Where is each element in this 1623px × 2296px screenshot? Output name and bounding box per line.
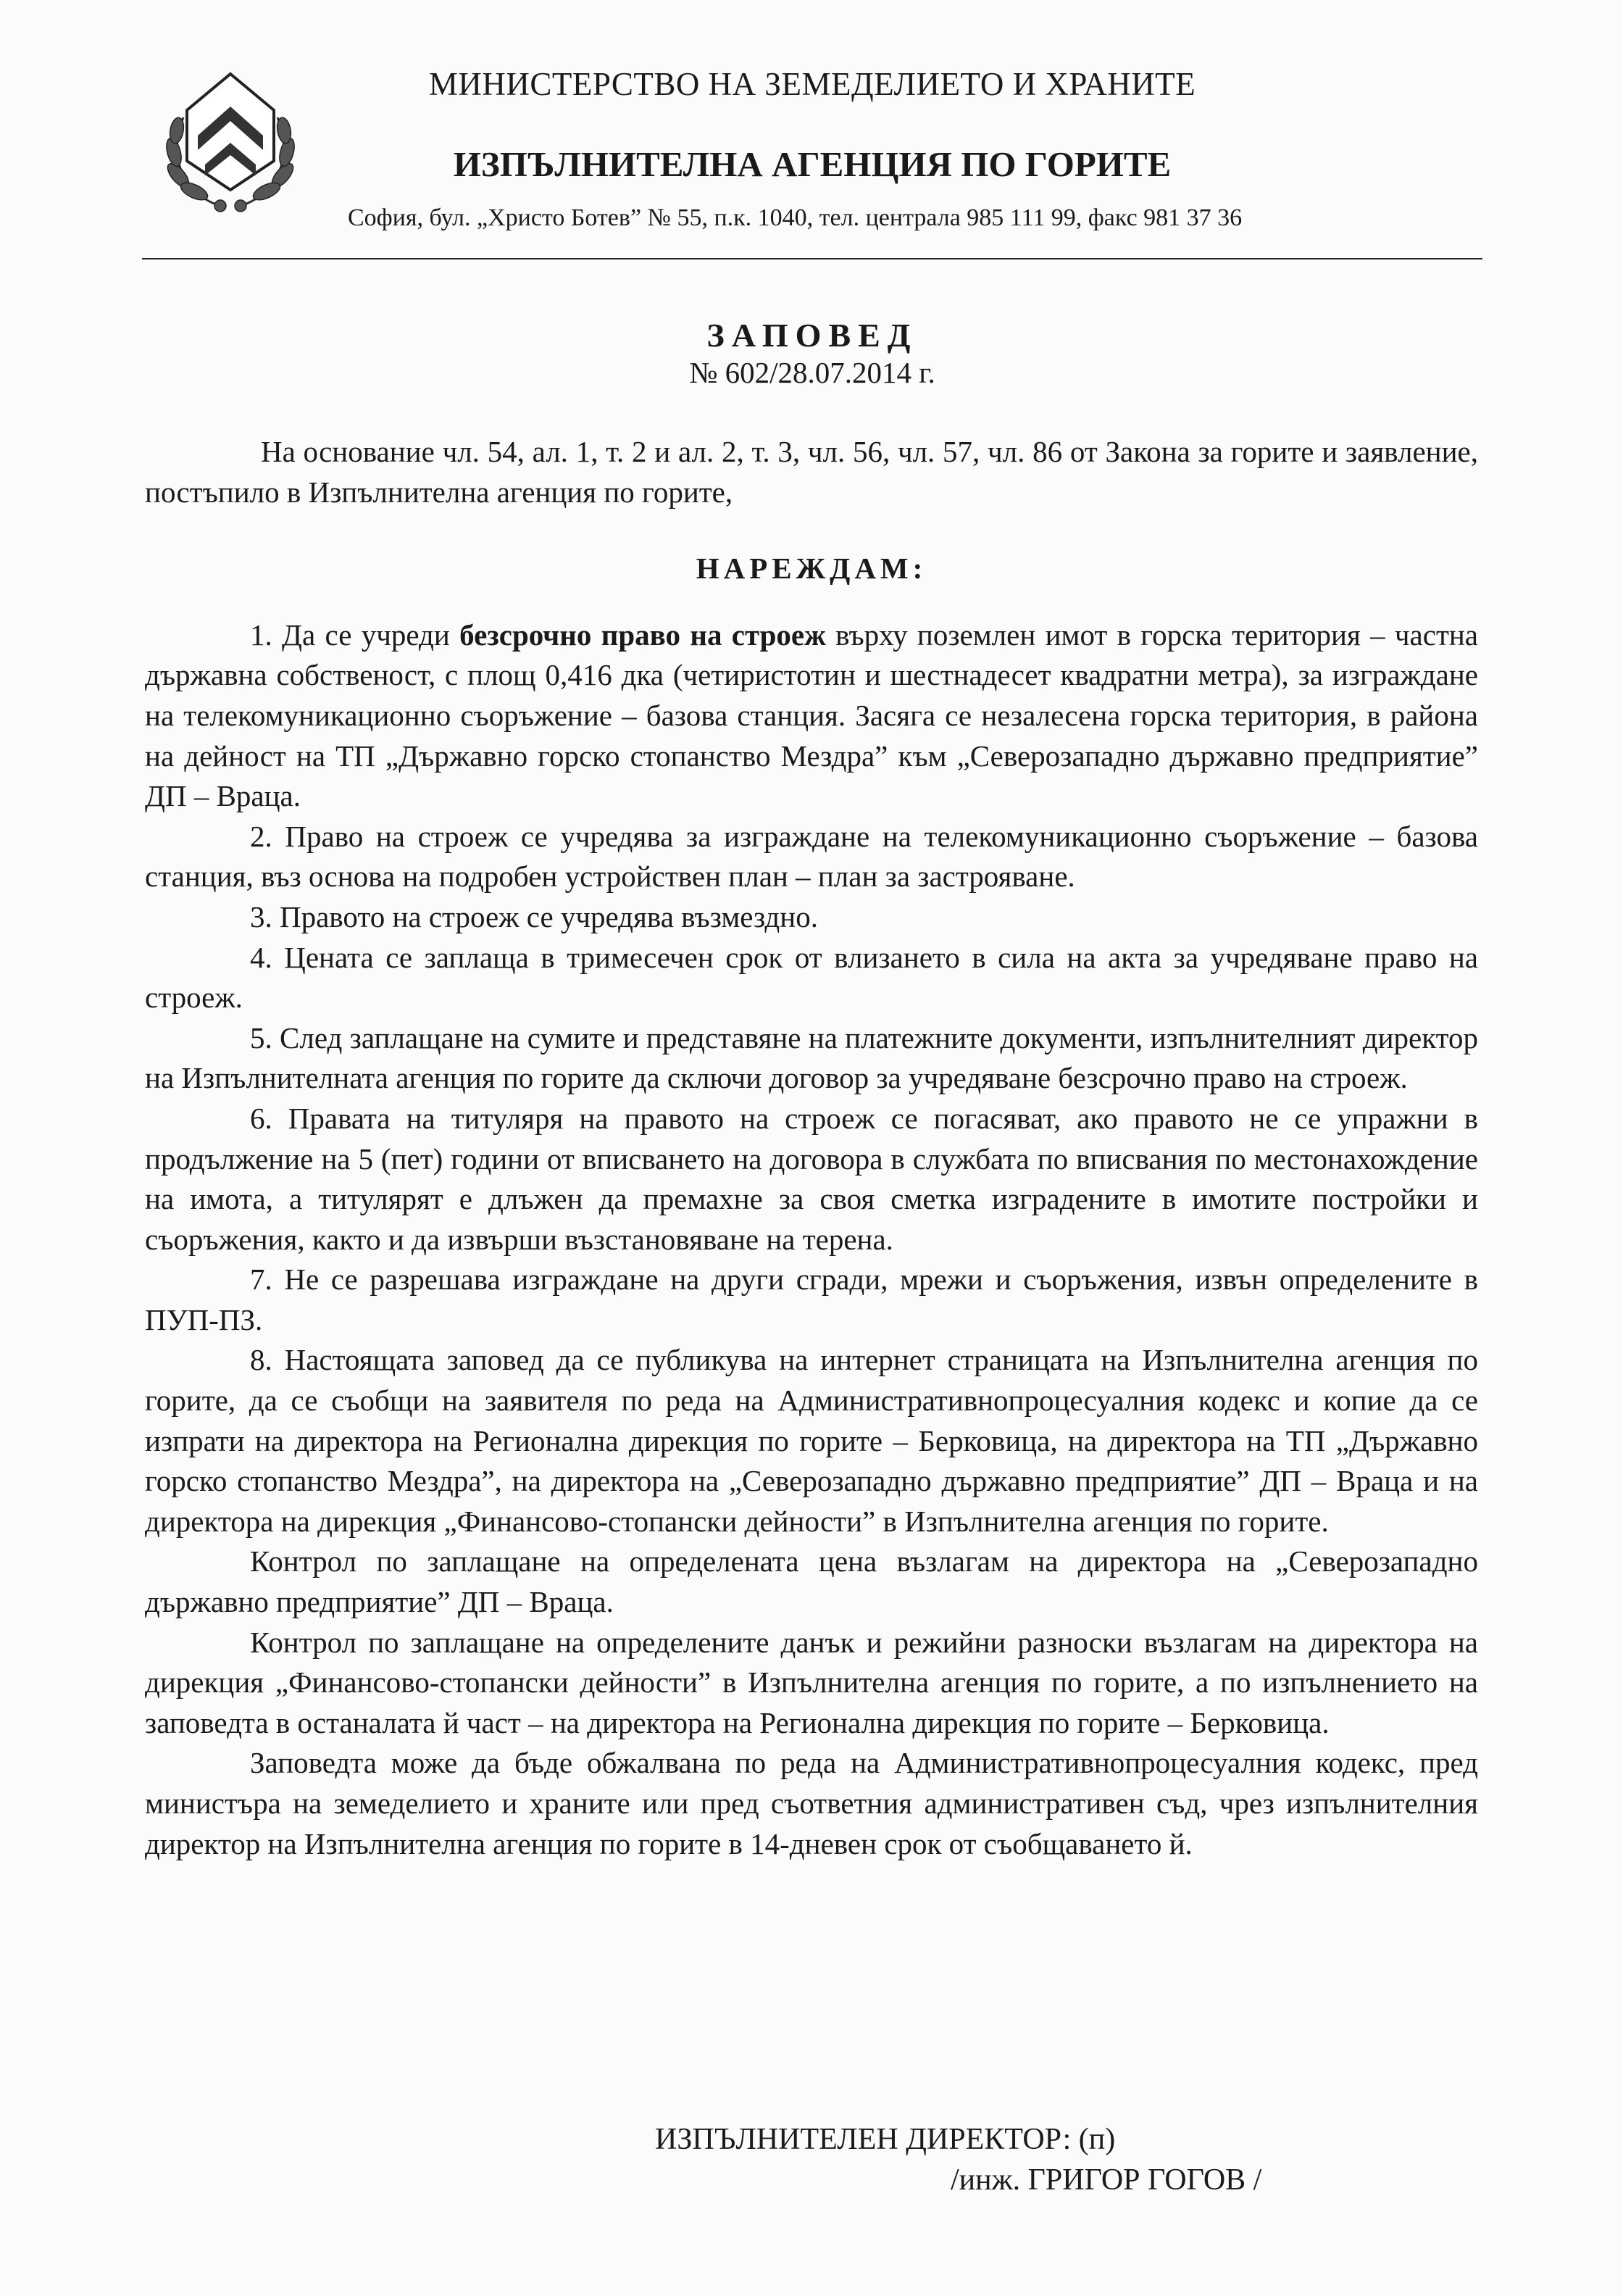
signatory-title: ИЗПЪЛНИТЕЛЕН ДИРЕКТОР: (п) [655,2123,1116,2156]
clause-1 [145,615,1478,817]
command-heading: НАРЕЖДАМ: [696,552,927,586]
clause-7: 7. Не се разрешава изграждане на други сгради, мрежи и съоръжения, извън определените в ПУП-ПЗ. [145,1263,1478,1336]
clause-1-end: върху поземлен имот в горска територия – частна държавна собственост, с площ 0,416 дка (четиристотин и шестнадесет квадратни метра), за изграждане на телекомуникационно съоръжение – базова станция. Засяга се незалесена горска територия, в района на дейност на ТП „Държавно горско стопанство Мездра” към „Северозападно държавно предприятие” ДП – Враца. [145,617,1479,813]
clause-2: 2. Право на строеж се учредява за изграждане на телекомуникационно съоръжение – базова станция, въз основа на подробен устройствен план – план за застрояване. [145,819,1478,894]
clause-3: 3. Правото на строеж се учредява възмездно. [250,899,818,933]
ministry-name: МИНИСТЕРСТВО НА ЗЕМЕДЕЛИЕТО И ХРАНИТЕ [428,66,1196,102]
clause-1-start: 1. Да се учреди [250,617,460,652]
clause-6: 6. Правата на титуляря на правото на строеж се погасяват, ако правото не се упражни в продължение на 5 (пет) години от вписването на договора в службата по вписвания по местонахождение на имота, а титулярят е длъжен да премахне за своя сметка изградените в имотите постройки и съоръжения, както и да извърши възстановяване на терена. [145,1101,1478,1256]
control-paragraph-1: Контрол по заплащане на определената цена възлагам на директора на „Северозападно държавно предприятие” ДП – Враца. [145,1544,1478,1619]
clause-5: 5. След заплащане на сумите и представяне на платежните документи, изпълнителният директор на Изпълнителната агенция по горите да сключи договор за учредяване безсрочно право на строеж. [145,1020,1478,1095]
header-divider [142,258,1482,259]
clause-8: 8. Настоящата заповед да се публикува на интернет страницата на Изпълнителна агенция по горите, да се съобщи на заявителя по реда на Административнопроцесуалния кодекс и копие да се изпрати на директора на Регионална дирекция по горите – Берковица, на директора на ТП „Държавно горско стопанство Мездра”, на директора на „Северозападно държавно предприятие” ДП – Враца и на директора на дирекция „Финансово-стопански дейности” в Изпълнителна агенция по горите. [145,1343,1478,1538]
appeal-paragraph: Заповедта може да бъде обжалвана по реда на Административнопроцесуалния кодекс, пред министъра на земеделието и храните или пред съответния административен съд, чрез изпълнителния директор на Изпълнителна агенция по горите в 14-дневен срок от съобщаването й. [145,1746,1478,1860]
order-title: ЗАПОВЕД [706,317,918,354]
agency-name: ИЗПЪЛНИТЕЛНА АГЕНЦИЯ ПО ГОРИТЕ [453,144,1172,184]
order-number: № 602/28.07.2014 г. [689,356,935,389]
preamble: На основание чл. 54, ал. 1, т. 2 и ал. 2, т. 3, чл. 56, чл. 57, чл. 86 от Закона за горите и заявление, постъпило в Изпълнителна агенция по горите, [145,435,1478,509]
control-paragraph-2: Контрол по заплащане на определените данък и режийни разноски възлагам на директора на дирекция „Финансово-стопански дейности” в Изпълнителна агенция по горите, а по изпълнението на заповедта в останалата й част – на директора на Регионална дирекция по горите – Берковица. [145,1625,1478,1739]
order-body [145,432,1478,1864]
agency-address: София, бул. „Христо Ботев” № 55, п.к. 1040, тел. централа 985 111 99, факс 981 37 36 [348,204,1243,231]
clause-1-bold: безсрочно право на строеж [459,617,826,652]
clause-4: 4. Цената се заплаща в тримесечен срок от влизането в сила на акта за учредяване право на строеж. [145,940,1478,1015]
signatory-name: /инж. ГРИГОР ГОГОВ / [951,2163,1262,2197]
